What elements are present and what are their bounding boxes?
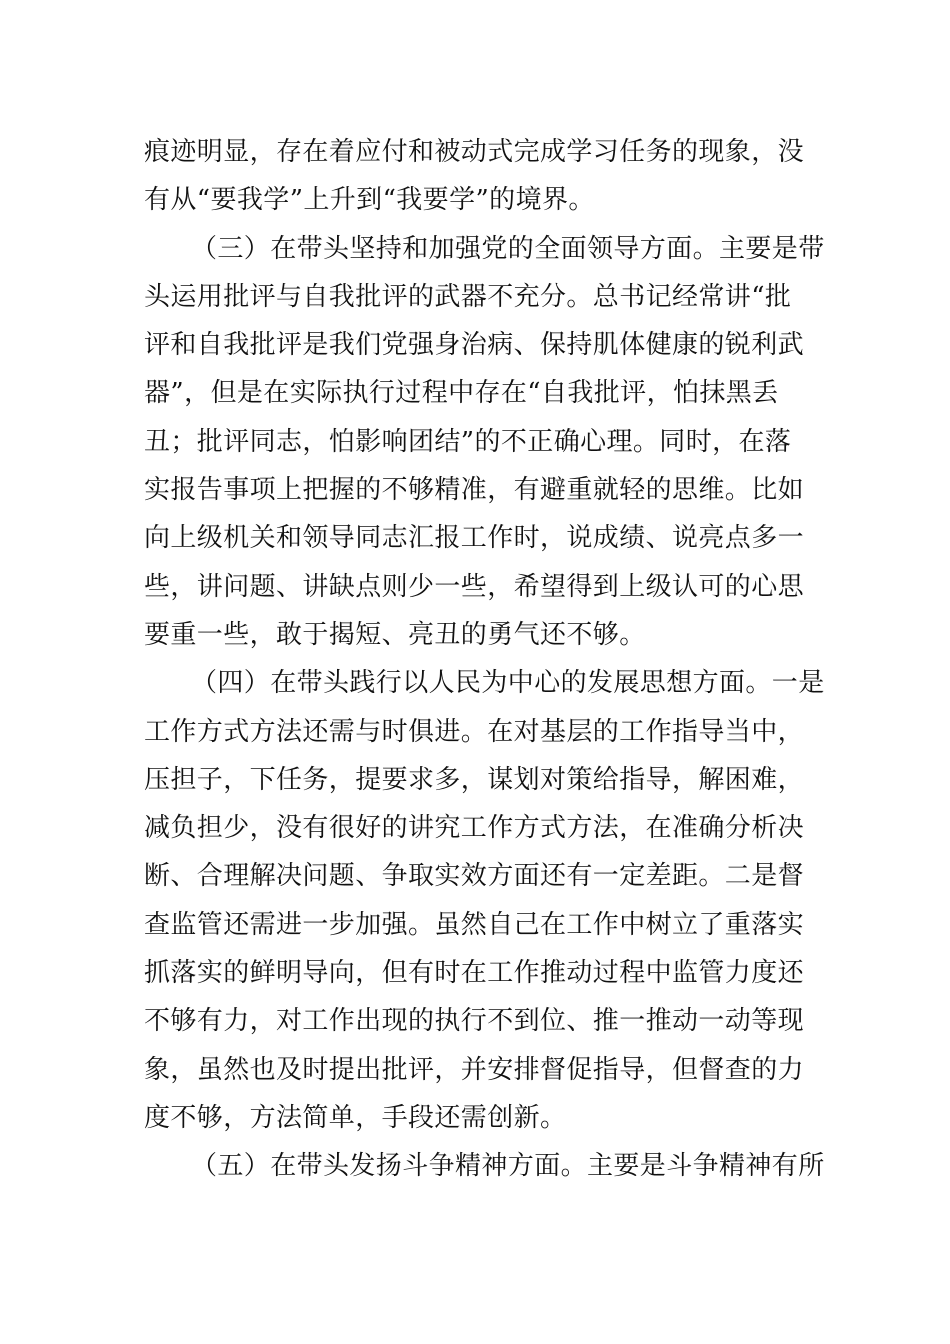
text-line: 评和自我批评是我们党强身治病、保持肌体健康的锐利武 [144,330,805,361]
section-heading-line: （五）在带头发扬斗争精神方面。主要是斗争精神有所 [191,1151,825,1182]
text-line: 减负担少，没有很好的讲究工作方式方法，在准确分析决 [144,813,805,844]
text-line: 向上级机关和领导同志汇报工作时，说成绩、说亮点多一 [144,523,805,554]
text-line: 器”，但是在实际执行过程中存在“自我批评，怕抹黑丢 [144,378,779,409]
text-line: 压担子，下任务，提要求多，谋划对策给指导，解困难， [144,764,805,795]
text-line: 要重一些，敢于揭短、亮丑的勇气还不够。 [144,619,646,650]
text-line: 实报告事项上把握的不够精准，有避重就轻的思维。比如 [144,475,805,506]
section-heading-line: （四）在带头践行以人民为中心的发展思想方面。一是 [191,668,825,699]
text-line: 头运用批评与自我批评的武器不充分。总书记经常讲“批 [144,281,792,312]
body-text [144,128,825,1191]
section-heading-line: （三）在带头坚持和加强党的全面领导方面。主要是带 [191,233,825,264]
text-line: 象，虽然也及时提出批评，并安排督促指导，但督查的力 [144,1054,805,1085]
text-line: 工作方式方法还需与时俱进。在对基层的工作指导当中， [144,716,805,747]
text-line: 有从“要我学”上升到“我要学”的境界。 [144,185,595,216]
text-line: 断、合理解决问题、争取实效方面还有一定差距。二是督 [144,861,805,892]
text-line: 丑；批评同志，怕影响团结”的不正确心理。同时，在落 [144,426,792,457]
text-line: 度不够，方法简单，手段还需创新。 [144,1102,567,1133]
text-line: 不够有力，对工作出现的执行不到位、推一推动一动等现 [144,1006,805,1037]
text-line: 抓落实的鲜明导向，但有时在工作推动过程中监管力度还 [144,958,805,989]
text-line: 查监管还需进一步加强。虽然自己在工作中树立了重落实 [144,909,805,940]
text-line: 痕迹明显，存在着应付和被动式完成学习任务的现象，没 [144,137,805,167]
text-line: 些，讲问题、讲缺点则少一些，希望得到上级认可的心思 [144,571,805,602]
